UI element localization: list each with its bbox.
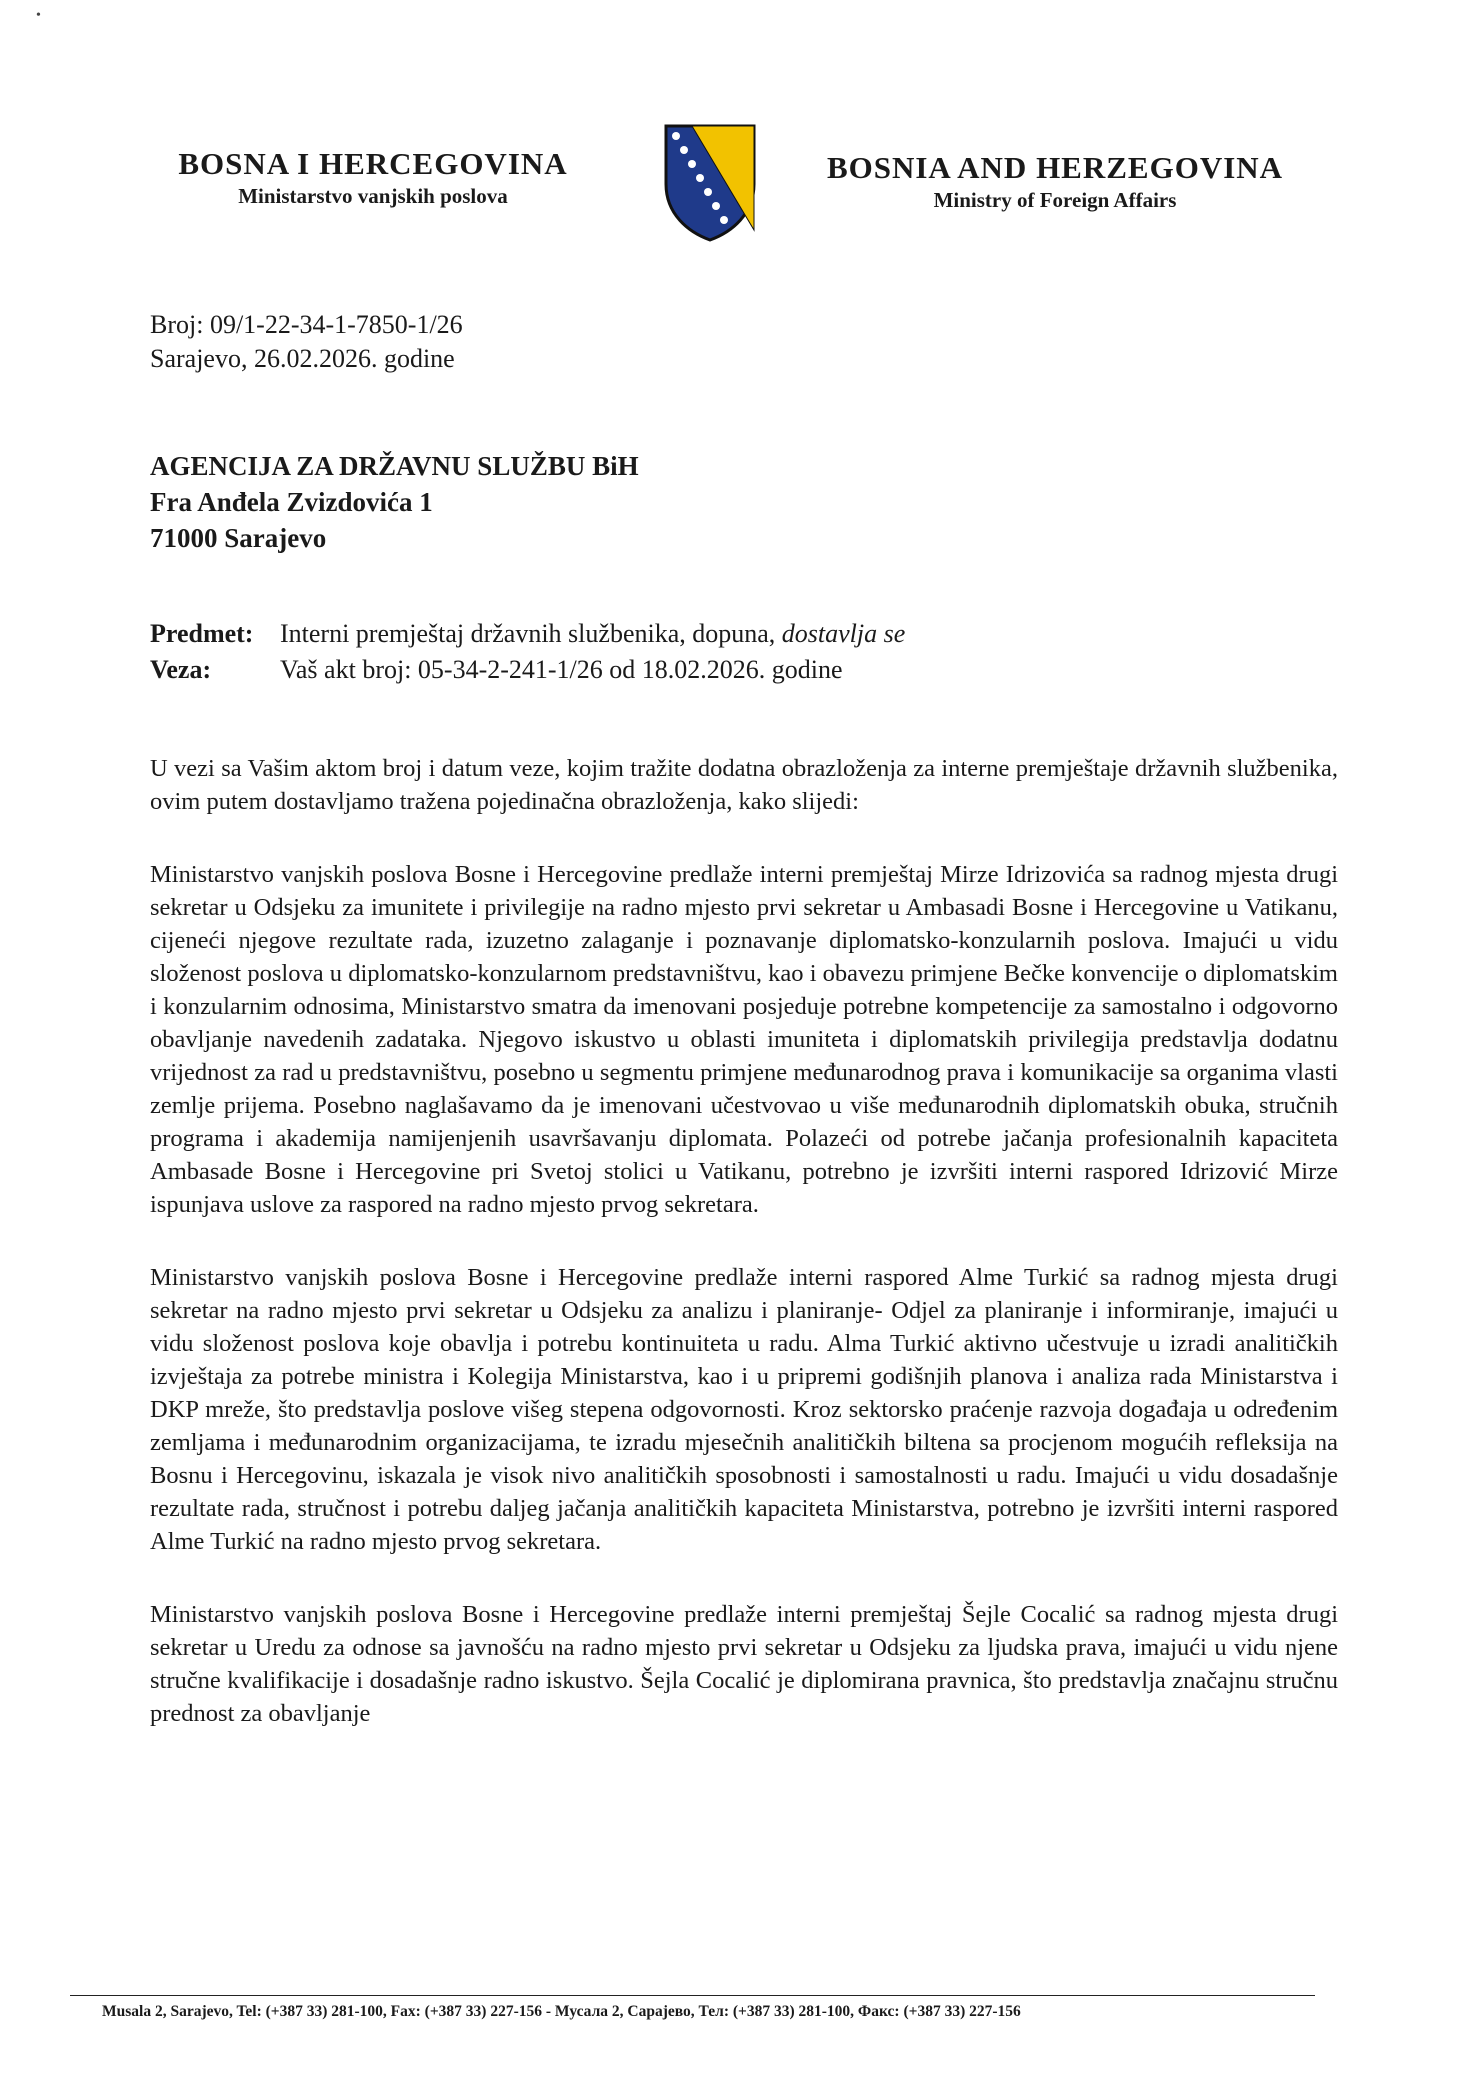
letter-body [150, 752, 1338, 1770]
country-name-bs: BOSNA I HERCEGOVINA [178, 146, 568, 181]
body-paragraph: Ministarstvo vanjskih poslova Bosne i Hercegovine predlaže interni premještaj Šejle Cocalić sa radnog mjesta drugi sekretar u Uredu za odnose sa javnošću na radno mjesto prvi sekretar u Odsjeku za ljudska prava, imajući u vidu njene stručne kvalifikacije i dosadašnje radno iskustvo. Šejla Cocalić je diplomirana pravnica, što predstavlja značajnu stručnu prednost za obavljanje [150, 1601, 1338, 1727]
body-paragraph: Ministarstvo vanjskih poslova Bosne i Hercegovine predlaže interni premještaj Mirze Idrizovića sa radnog mjesta drugi sekretar u Odsjeku za imunitete i privilegije na radno mjesto prvi sekretar u Ambasadi Bosne i Hercegovine u Vatikanu, cijeneći njegove rezultate rada, izuzetno zalaganje i poznavanje diplomatsko-konzularnih poslova. Imajući u vidu složenost poslova u diplomatsko-konzularnom predstavništvu, kao i obavezu primjene Bečke konvencije o diplomatskim i konzularnim odnosima, Ministarstvo smatra da imenovani posjeduje potrebne kompetencije za samostalno i odgovorno obavljanje navedenih zadataka. Njegovo iskustvo u oblasti imuniteta i diplomatskih privilegija predstavlja dodatnu vrijednost za rad u predstavništvu, posebno u segmentu primjene međunarodnog prava i komunikacije sa organima vlasti zemlje prijema. Posebno naglašavamo da je imenovani učestvovao u više međunarodnih diplomatskih obuka, stručnih programa i akademija namijenjenih usavršavanju diplomata. Polazeći od potrebe jačanja profesionalnih kapaciteta Ambasade Bosne i Hercegovine pri Svetoj stolici u Vatikanu, potrebno je izvršiti interni raspored Idrizović Mirze ispunjava uslove za raspored na radno mjesto prvog sekretara. [150, 861, 1338, 1218]
recipient-name: AGENCIJA ZA DRŽAVNU SLUŽBU BiH [150, 451, 639, 481]
scan-mark: • [36, 8, 41, 23]
body-paragraph: Ministarstvo vanjskih poslova Bosne i Hercegovine predlaže interni raspored Alme Turkić sa radnog mjesta drugi sekretar na radno mjesto prvi sekretar u Odsjeku za analizu i planiranje- Odjel za planiranje i informiranje, imajući u vidu složenost poslova koje obavlja i potrebu kontinuiteta u radu. Alma Turkić aktivno učestvuje u izradi analitičkih izvještaja za potrebe ministra i Kolegija Ministarstva, kao i u pripremi godišnjih planova i analiza rada Ministarstva i DKP mreže, što predstavlja poslove višeg stepena odgovornosti. Kroz sektorsko praćenje razvoja događaja u određenim zemljama i međunarodnim organizacijama, te izradu mjesečnih analitičkih biltena sa procjenom mogućih refleksija na Bosnu i Hercegovinu, iskazala je visok nivo analitičkih sposobnosti i samostalnosti u radu. Imajući u vidu dosadašnje rezultate rada, stručnost i potrebu daljeg jačanja analitičkih kapaciteta Ministarstva, potrebno je izvršiti interni raspored Alme Turkić na radno mjesto prvog sekretara. [150, 1264, 1338, 1555]
coat-of-arms-icon [662, 122, 758, 244]
subject-row [150, 616, 905, 652]
recipient-city: 71000 Sarajevo [150, 523, 327, 553]
link-row [150, 652, 905, 688]
subject-text-italic: dostavlja se [781, 619, 906, 648]
subject-text-main: Interni premještaj državnih službenika, dopuna, [280, 619, 782, 648]
header-right [790, 150, 1320, 214]
subject-text [280, 616, 905, 652]
link-label: Veza: [150, 655, 212, 684]
header-left [138, 146, 608, 210]
place-date: Sarajevo, 26.02.2026. godine [150, 344, 455, 373]
ministry-name-en: Ministry of Foreign Affairs [933, 188, 1177, 212]
reference-number: Broj: 09/1-22-34-1-7850-1/26 [150, 310, 463, 339]
reference-block [150, 308, 463, 376]
body-paragraph: U vezi sa Vašim aktom broj i datum veze, kojim tražite dodatna obrazloženja za interne premještaje državnih službenika, ovim putem dostavljamo tražena pojedinačna obrazloženja, kako slijedi: [150, 755, 1338, 815]
recipient-address [150, 448, 639, 556]
footer-divider [70, 1995, 1315, 1996]
footer-address: Musala 2, Sarajevo, Tel: (+387 33) 281-100, Fax: (+387 33) 227-156 - Мусала 2, Сарајево, Тел: (+387 33) 281-100, Факс: (+387 33) 227-156 [102, 2003, 1021, 2020]
recipient-street: Fra Anđela Zvizdovića 1 [150, 487, 433, 517]
ministry-name-bs: Ministarstvo vanjskih poslova [238, 184, 508, 208]
subject-label: Predmet: [150, 619, 254, 648]
link-text: Vaš akt broj: 05-34-2-241-1/26 od 18.02.2026. godine [280, 655, 843, 684]
country-name-en: BOSNIA AND HERZEGOVINA [826, 150, 1284, 185]
subject-block [150, 616, 905, 688]
